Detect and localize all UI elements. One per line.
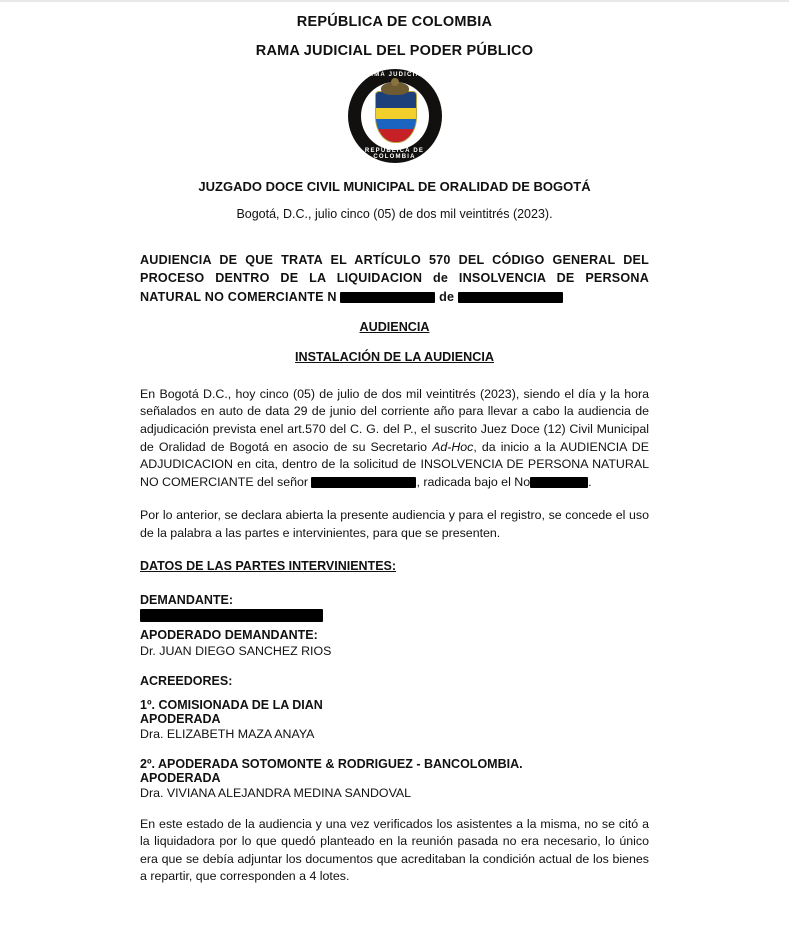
crest-condor-icon <box>381 82 409 95</box>
redacted-debtor-name <box>311 477 416 488</box>
creditor-item <box>140 757 649 800</box>
heading-instalacion: INSTALACIÓN DE LA AUDIENCIA <box>295 349 494 364</box>
header-country: REPÚBLICA DE COLOMBIA <box>296 14 493 30</box>
redacted-case-party <box>458 292 563 303</box>
paragraph-opening-a: En Bogotá D.C., hoy cinco (05) de julio de dos mil veintitrés (2023), siendo el día y la hora señalados en auto de data 29 de junio del corriente año para llevar a cabo la audiencia de adjudicación prevista enel art.570 del C. G. del P., el suscrito Juez Doce (12) Civil Municipal de Oralidad de Bogotá en asocio de su Secretario <box>140 386 649 454</box>
paragraph-opening <box>140 386 649 492</box>
label-acreedores: ACREEDORES: <box>140 673 233 688</box>
paragraph-opening-b: , da inicio a la AUDIENCIA DE ADJUDICACION en cita, dentro de la solicitud de INSOLVENCIA DE PERSONA NATURAL NO COMERCIANTE del señor <box>140 439 650 489</box>
creditor-role: APODERADA <box>140 770 221 785</box>
label-apoderado-demandante: APODERADO DEMANDANTE: <box>140 627 318 642</box>
creditor-role: APODERADA <box>140 711 221 726</box>
creditor-name: 1º. COMISIONADA DE LA DIAN <box>140 697 323 712</box>
crest-shield-band-2 <box>376 108 416 119</box>
creditor-person: Dra. ELIZABETH MAZA ANAYA <box>140 726 315 741</box>
case-title <box>140 251 649 306</box>
paragraph-hearing-state: En este estado de la audiencia y una vez verificados los asistentes a la misma, no se citó a la liquidadora por lo que quedó planteado en la reunión pasada no era necesario, lo único era que se debía adjuntar los documentos que acreditaban la condición actual de los bienes a repartir, que corresponden a 4 lotes. <box>140 816 649 884</box>
crest-shield-band-3 <box>376 119 416 129</box>
redacted-case-number <box>340 292 435 303</box>
paragraph-open-hearing: Por lo anterior, se declara abierta la presente audiencia y para el registro, se concede el uso de la palabra a las partes e intervinientes, para que se presenten. <box>140 508 649 541</box>
creditor-item <box>140 698 649 741</box>
spacer-acreedores <box>140 690 649 698</box>
redacted-file-number <box>530 477 588 488</box>
page-top-border <box>0 0 789 2</box>
paragraph-opening-d: . <box>588 474 592 489</box>
city-and-date: Bogotá, D.C., julio cinco (05) de dos mil veintitrés (2023). <box>236 207 553 221</box>
creditor-person: Dra. VIVIANA ALEJANDRA MEDINA SANDOVAL <box>140 785 412 800</box>
crest-shield-band-4 <box>376 129 416 142</box>
value-apoderado-demandante: Dr. JUAN DIEGO SANCHEZ RIOS <box>140 643 332 658</box>
court-name: JUZGADO DOCE CIVIL MUNICIPAL DE ORALIDAD DE BOGOTÁ <box>198 179 591 194</box>
parties-section-heading: DATOS DE LAS PARTES INTERVINIENTES: <box>140 558 397 573</box>
redacted-demandante-name <box>140 609 323 622</box>
header-judicial-branch: RAMA JUDICIAL DEL PODER PÚBLICO <box>255 43 534 59</box>
coat-of-arms-icon <box>348 69 442 163</box>
paragraph-opening-c: , radicada bajo el No <box>416 474 531 489</box>
case-title-connector: de <box>439 289 455 304</box>
label-demandante: DEMANDANTE: <box>140 592 234 607</box>
paragraph-opening-italic: Ad-Hoc <box>432 439 474 454</box>
crest-text-bottom: REPÚBLICA DE COLOMBIA <box>364 148 425 160</box>
case-title-text: AUDIENCIA DE QUE TRATA EL ARTÍCULO 570 DEL CÓDIGO GENERAL DEL PROCESO DENTRO DE LA LIQUIDACION de INSOLVENCIA DE PERSONA NATURAL NO COMERCIANTE N <box>140 253 649 304</box>
crest-text-top: RAMA JUDICIAL <box>363 72 426 78</box>
crest-shield <box>375 91 417 143</box>
heading-audiencia: AUDIENCIA <box>359 319 430 334</box>
crest-container <box>140 69 649 163</box>
creditor-name: 2º. APODERADA SOTOMONTE & RODRIGUEZ - BANCOLOMBIA. <box>140 756 523 771</box>
